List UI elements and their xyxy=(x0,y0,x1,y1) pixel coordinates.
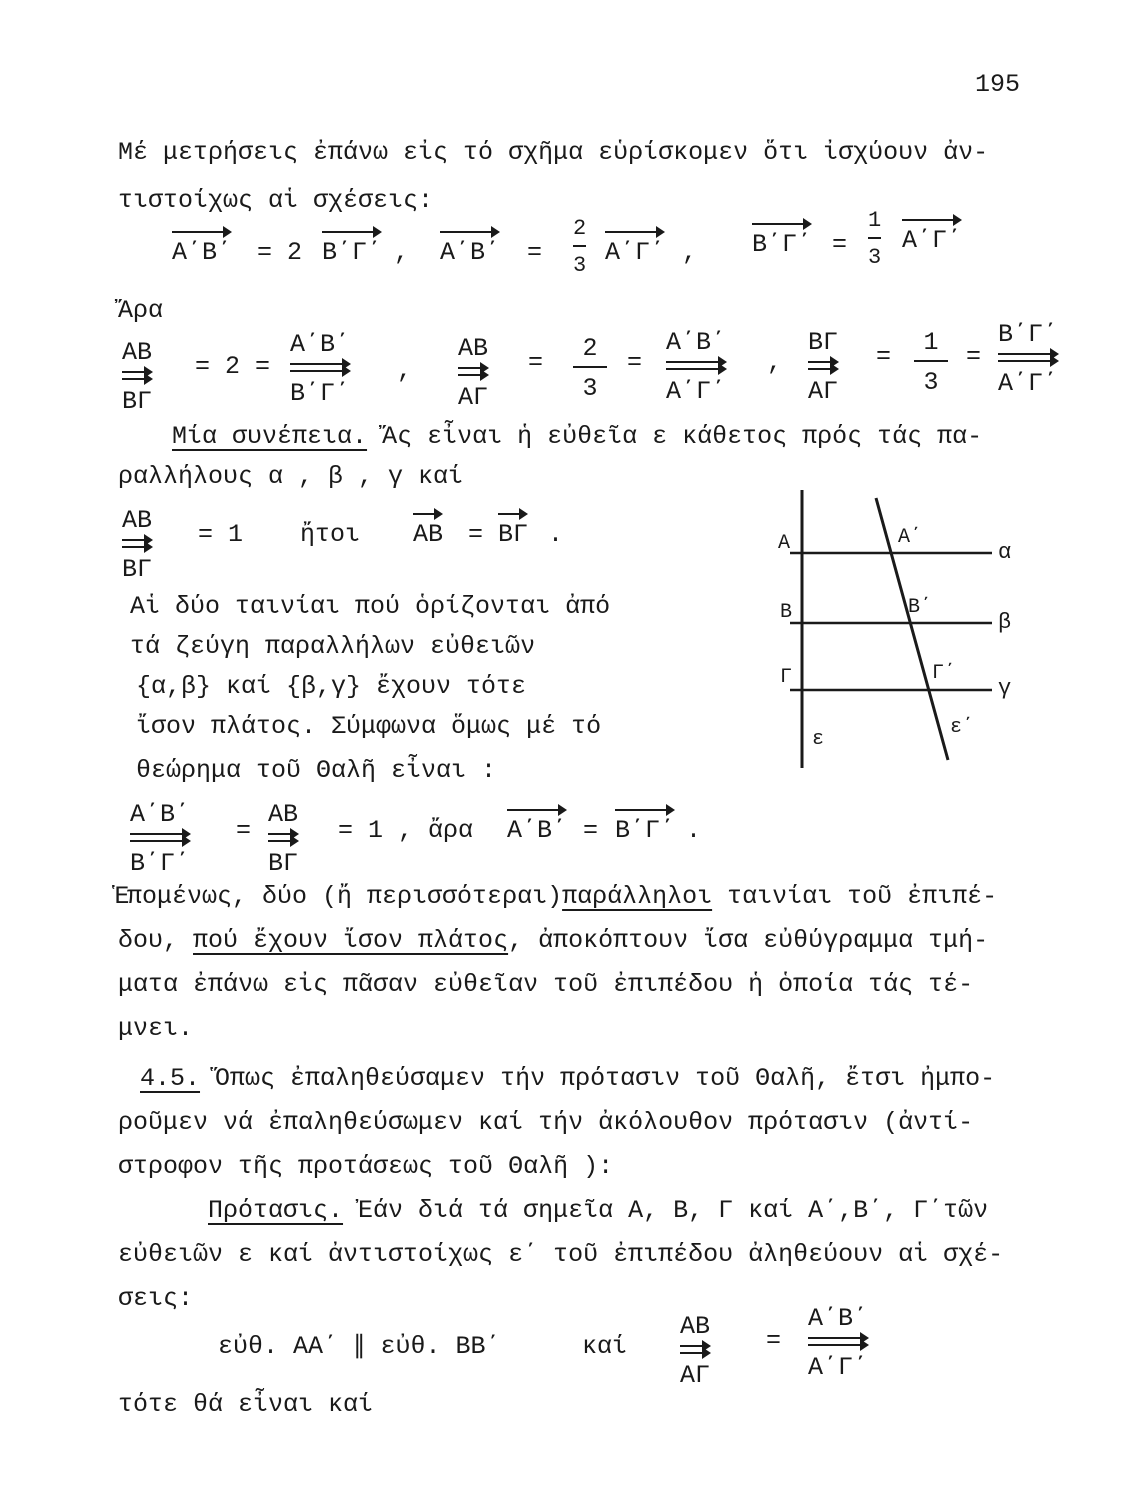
label-beta: β xyxy=(998,610,1012,635)
equals-sign: = xyxy=(766,1326,782,1355)
equals-sign: = xyxy=(528,348,544,377)
vector-bg-prime-4: Β΄Γ΄ xyxy=(615,816,676,845)
fraction-ab-ag-5: ΑΒ ΑΓ xyxy=(680,1312,711,1390)
label-g-prime: Γ΄ xyxy=(932,662,957,685)
kai-word: καί xyxy=(582,1332,628,1361)
vector-bg-prime: Β΄Γ΄ xyxy=(322,238,383,267)
consequence-title: Μία συνέπεια. xyxy=(172,422,368,451)
fraction-2-3: 2 3 xyxy=(573,336,607,401)
conclusion-line-4: μνει. xyxy=(118,1014,194,1043)
conclusion-text-a: Ἑπομένως, δύο (ἤ περισσότεραι) xyxy=(112,882,563,911)
vector-ab: ΑΒ xyxy=(413,520,444,549)
consequence-line-2: ραλλήλους α , β , γ καί xyxy=(118,462,464,491)
comma: , xyxy=(767,348,783,377)
equals-sign: = xyxy=(966,342,982,371)
equals-one-ara: = 1 , ἄρα xyxy=(338,816,474,845)
fraction-ab-ag-prime-5: Α΄Β΄ Α΄Γ΄ xyxy=(808,1304,869,1382)
fraction-ab-bg: ΑΒ ΒΓ xyxy=(122,338,153,416)
equals-two: = 2 = xyxy=(195,352,271,381)
fraction-ab-ag-prime: Α΄Β΄ Α΄Γ΄ xyxy=(666,328,727,406)
period: . xyxy=(686,816,702,845)
left-text-line-4: ἴσον πλάτος. Σύμφωνα ὅμως μέ τό xyxy=(136,712,602,741)
equals-two: = 2 xyxy=(257,238,303,267)
conclusion-line-1 xyxy=(112,884,997,909)
section-4-5-line-3: στροφον τῆς προτάσεως τοῦ Θαλῆ ): xyxy=(118,1152,614,1181)
proposition-line-2: εὐθειῶν ε καί ἀντιστοίχως ε΄ τοῦ ἐπιπέδου ἀληθεύουν αἱ σχέ- xyxy=(118,1240,1004,1269)
label-b: Β xyxy=(780,601,793,624)
proposition-title: Πρότασις. xyxy=(208,1196,344,1225)
comma: , xyxy=(397,356,413,385)
comma: , xyxy=(394,238,410,267)
proposition-line-1 xyxy=(208,1198,988,1223)
vector-ag-prime: Α΄Γ΄ xyxy=(605,238,666,267)
conclusion-line-3: ματα ἐπάνω εἰς πᾶσαν εὐθεῖαν τοῦ ἐπιπέδου ἡ ὁποία τάς τέ- xyxy=(118,970,974,999)
consequence-text: Ἄς εἶναι ἡ εὐθεῖα ε κάθετος πρός τάς πα- xyxy=(382,422,983,451)
equals-sign: = xyxy=(468,520,484,549)
ara-label: Ἄρα xyxy=(118,296,164,325)
fraction-ab-ag: ΑΒ ΑΓ xyxy=(458,334,489,412)
conclusion-text-d: δου, xyxy=(118,926,194,955)
label-b-prime: Β΄ xyxy=(908,596,933,619)
proposition-text: Ἐάν διά τά σημεῖα Α, Β, Γ καί Α΄,Β΄, Γ΄τῶν xyxy=(343,1196,989,1225)
intro-line-1: Μέ μετρήσεις ἐπάνω εἰς τό σχῆμα εὑρίσκομεν ὅτι ἰσχύουν ἀν- xyxy=(118,138,989,167)
label-a: Α xyxy=(778,532,791,555)
left-text-line-1: Αἱ δύο ταινίαι πού ὁρίζονται ἀπό xyxy=(130,592,611,621)
underlined-parallel: παράλληλοι xyxy=(562,882,713,911)
final-line: τότε θά εἶναι καί xyxy=(118,1390,374,1419)
vector-ab-prime-2: Α΄Β΄ xyxy=(440,238,501,267)
itoi-word: ἤτοι xyxy=(300,520,361,549)
label-e: ε xyxy=(812,728,825,751)
fraction-ab-bg-4: ΑΒ ΒΓ xyxy=(268,800,299,878)
conclusion-line-2 xyxy=(118,928,988,953)
equals-sign: = xyxy=(236,816,252,845)
vector-ab-prime: Α΄Β΄ xyxy=(172,238,233,267)
intro-line-2: τιστοίχως αἱ σχέσεις: xyxy=(118,186,434,215)
consequence-line-1 xyxy=(172,424,982,449)
label-alpha: α xyxy=(998,540,1012,565)
page-number: 195 xyxy=(975,70,1021,99)
parallel-statement: εὐθ. ΑΑ΄ ∥ εὐθ. ΒΒ΄ xyxy=(218,1332,501,1361)
section-text: Ὅπως ἐπαληθεύσαμεν τήν πρότασιν τοῦ Θαλῆ, ἔτσι ἠμπο- xyxy=(200,1064,996,1093)
vector-bg-prime-2: Β΄Γ΄ xyxy=(752,230,813,259)
label-gamma: γ xyxy=(998,676,1012,701)
vector-ag-prime-2: Α΄Γ΄ xyxy=(902,226,963,255)
equals-sign: = xyxy=(832,230,848,259)
section-4-5-line-1 xyxy=(140,1066,995,1091)
fraction-bg-ag: ΒΓ ΑΓ xyxy=(808,328,839,406)
conclusion-text-e: , ἀποκόπτουν ἴσα εὐθύγραμμα τμή- xyxy=(508,926,989,955)
fraction-two-thirds: 2 3 xyxy=(573,216,587,278)
section-number: 4.5. xyxy=(140,1064,201,1093)
vector-ab-prime-4: Α΄Β΄ xyxy=(507,816,568,845)
equals-sign: = xyxy=(527,238,543,267)
left-text-line-2: τά ζεύγη παραλλήλων εὐθειῶν xyxy=(130,632,536,661)
parallel-lines-figure xyxy=(760,490,1050,790)
equals-sign: = xyxy=(627,348,643,377)
equals-one: = 1 xyxy=(198,520,244,549)
vector-bg: ΒΓ xyxy=(498,520,529,549)
fraction-1-3: 1 3 xyxy=(914,330,948,395)
fraction-ab-bg-3: ΑΒ ΒΓ xyxy=(122,506,153,584)
fraction-bg-ag-prime: Β΄Γ΄ Α΄Γ΄ xyxy=(998,320,1059,398)
label-a-prime: Α΄ xyxy=(898,526,923,549)
label-g: Γ xyxy=(780,666,793,689)
equals-sign: = xyxy=(583,816,599,845)
underlined-equal-width: πού ἔχουν ἴσον πλάτος xyxy=(193,926,509,955)
label-e-prime: ε΄ xyxy=(950,716,975,739)
fraction-ab-bg-prime-4: Α΄Β΄ Β΄Γ΄ xyxy=(130,800,191,878)
fraction-ab-bg-prime: Α΄Β΄ Β΄Γ΄ xyxy=(290,330,351,408)
period: . xyxy=(548,520,564,549)
section-4-5-line-2: ροῦμεν νά ἐπαληθεύσωμεν καί τήν ἀκόλουθον πρότασιν (ἀντί- xyxy=(118,1108,974,1137)
equals-sign: = xyxy=(876,342,892,371)
proposition-line-3: σεις: xyxy=(118,1284,194,1313)
conclusion-text-c: ταινίαι τοῦ ἐπιπέ- xyxy=(712,882,998,911)
left-text-line-5: θεώρημα τοῦ Θαλῆ εἶναι : xyxy=(136,756,497,785)
fraction-one-third: 1 3 xyxy=(868,208,882,270)
left-text-line-3: {α,β} καί {β,γ} ἔχουν τότε xyxy=(136,672,527,701)
comma: , xyxy=(682,238,698,267)
